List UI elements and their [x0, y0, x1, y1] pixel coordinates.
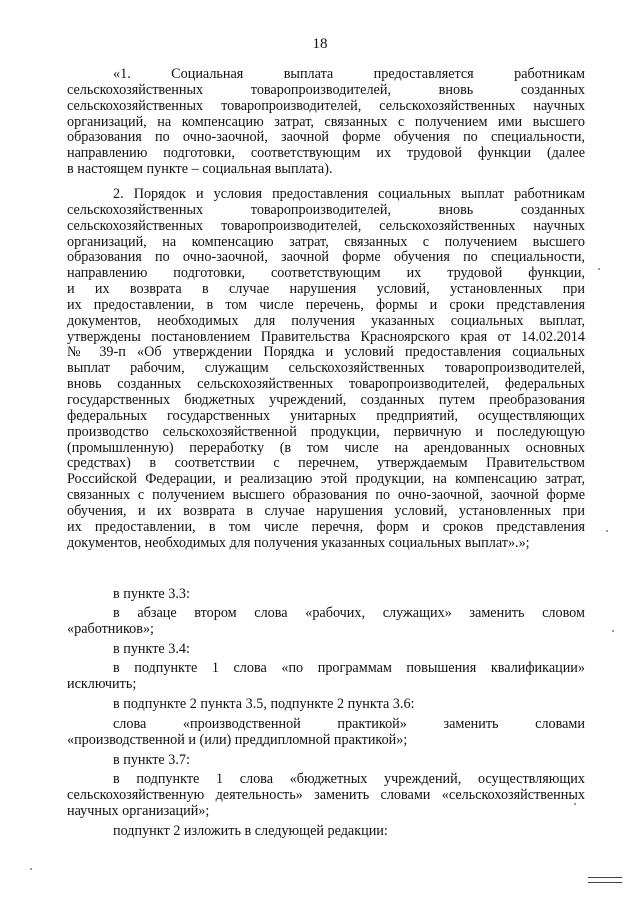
text-line: «работников»;: [67, 620, 154, 637]
text-line: государственных бюджетных учреждений, созданных путем преобразования: [67, 391, 585, 408]
amendment-list: [67, 587, 585, 840]
text-line: направлению подготовки, соответствующим их трудовой функции (далее: [67, 145, 585, 162]
page-number: 18: [312, 36, 328, 52]
text-line: сельскохозяйственных товаропроизводителей, вновь созданных: [67, 81, 585, 98]
text-line: федеральных государственных унитарных предприятий, осуществляющих: [67, 407, 585, 424]
text-line: № 39-п «Об утверждении Порядка и условий предоставления социальных: [67, 344, 585, 361]
text-line: (промышленную) переработку (в том числе на арендованных основных: [67, 439, 585, 456]
paragraph-1: [67, 67, 585, 178]
text-line: в подпункте 1 слова «бюджетных учреждений, осуществляющих: [113, 771, 585, 788]
text-line: сельскохозяйственных товаропроизводителей, вновь созданных: [67, 201, 585, 218]
text-line: слова «производственной практикой» заменить словами: [113, 715, 585, 732]
scan-speck: [30, 868, 32, 870]
text-line: вновь созданных сельскохозяйственных товаропроизводителей, федеральных: [67, 376, 585, 393]
text-line: организаций, на компенсацию затрат, связанных с получением высшего: [67, 233, 585, 250]
text-line: Российской Федерации, и реализацию этой продукции, на компенсацию затрат,: [67, 471, 585, 488]
text-line: утверждены постановлением Правительства Красноярского края от 14.02.2014: [67, 328, 585, 345]
scan-speck: [574, 803, 576, 805]
text-line: в подпункте 1 слова «по программам повышения квалификации»: [113, 660, 585, 677]
item-3-3-header: в пункте 3.3:: [113, 586, 190, 602]
paragraph-2: [67, 187, 585, 551]
item-3-7-header: в пункте 3.7:: [113, 751, 190, 768]
text-line: «1. Социальная выплата предоставляется работникам: [113, 66, 585, 82]
text-line: связанных с получением высшего образования по очно-заочной, заочной форме: [67, 487, 585, 504]
text-line: выплат рабочим, служащим сельскохозяйственных товаропроизводителей,: [67, 360, 585, 377]
item-3-4-header: в пункте 3.4:: [113, 640, 190, 657]
text-line: организаций, на компенсацию затрат, связанных с получением ими высшего: [67, 113, 585, 130]
text-line: обучения, и их возврата в случае нарушения условий, установленных при: [67, 502, 585, 519]
text-line: образования по очно-заочной, заочной форме обучения по специальности,: [67, 129, 585, 146]
text-line: сельскохозяйственную деятельность» заменить словами «сельскохозяйственных: [67, 787, 585, 804]
text-line: документов, необходимых для получения указанных социальных выплат,: [67, 312, 585, 329]
item-3-5-header: в подпункте 2 пункта 3.5, подпункте 2 пункта 3.6:: [113, 696, 415, 713]
item-last: подпункт 2 изложить в следующей редакции:: [113, 822, 388, 839]
text-line: и их возврата в случае нарушения условий, установленных при: [67, 281, 585, 298]
text-line: сельскохозяйственных товаропроизводителей, сельскохозяйственных научных: [67, 217, 585, 234]
text-line: сельскохозяйственных товаропроизводителей, сельскохозяйственных научных: [67, 97, 585, 114]
text-line: средствах) в соответствии с перечнем, утверждаемым Правительством: [67, 455, 585, 472]
text-line: их предоставлении, в том числе перечня, форм и сроков представления: [67, 518, 585, 535]
text-line: образования по очно-заочной, заочной форме обучения по специальности,: [67, 249, 585, 266]
text-line: 2. Порядок и условия предоставления социальных выплат работникам: [113, 186, 585, 202]
scan-speck: [612, 630, 614, 632]
text-line: «производственной и (или) преддипломной практикой»;: [67, 731, 408, 748]
text-line: в абзаце втором слова «рабочих, служащих» заменить словом: [113, 604, 585, 621]
text-line: их предоставлении, в том числе перечень, формы и сроки представления: [67, 296, 585, 313]
scan-speck: [598, 268, 600, 270]
text-line: производство сельскохозяйственной продукции, первичную и последующую: [67, 423, 585, 440]
text-line: исключить;: [67, 676, 137, 693]
text-line: направлению подготовки, соответствующим их трудовой функции,: [67, 265, 585, 282]
text-line: в настоящем пункте – социальная выплата).: [67, 161, 333, 178]
scan-speck: [606, 530, 608, 532]
text-line: документов, необходимых для получения указанных социальных выплат».»;: [67, 534, 530, 551]
text-line: научных организаций»;: [67, 803, 210, 820]
footer-rule: [588, 873, 622, 883]
